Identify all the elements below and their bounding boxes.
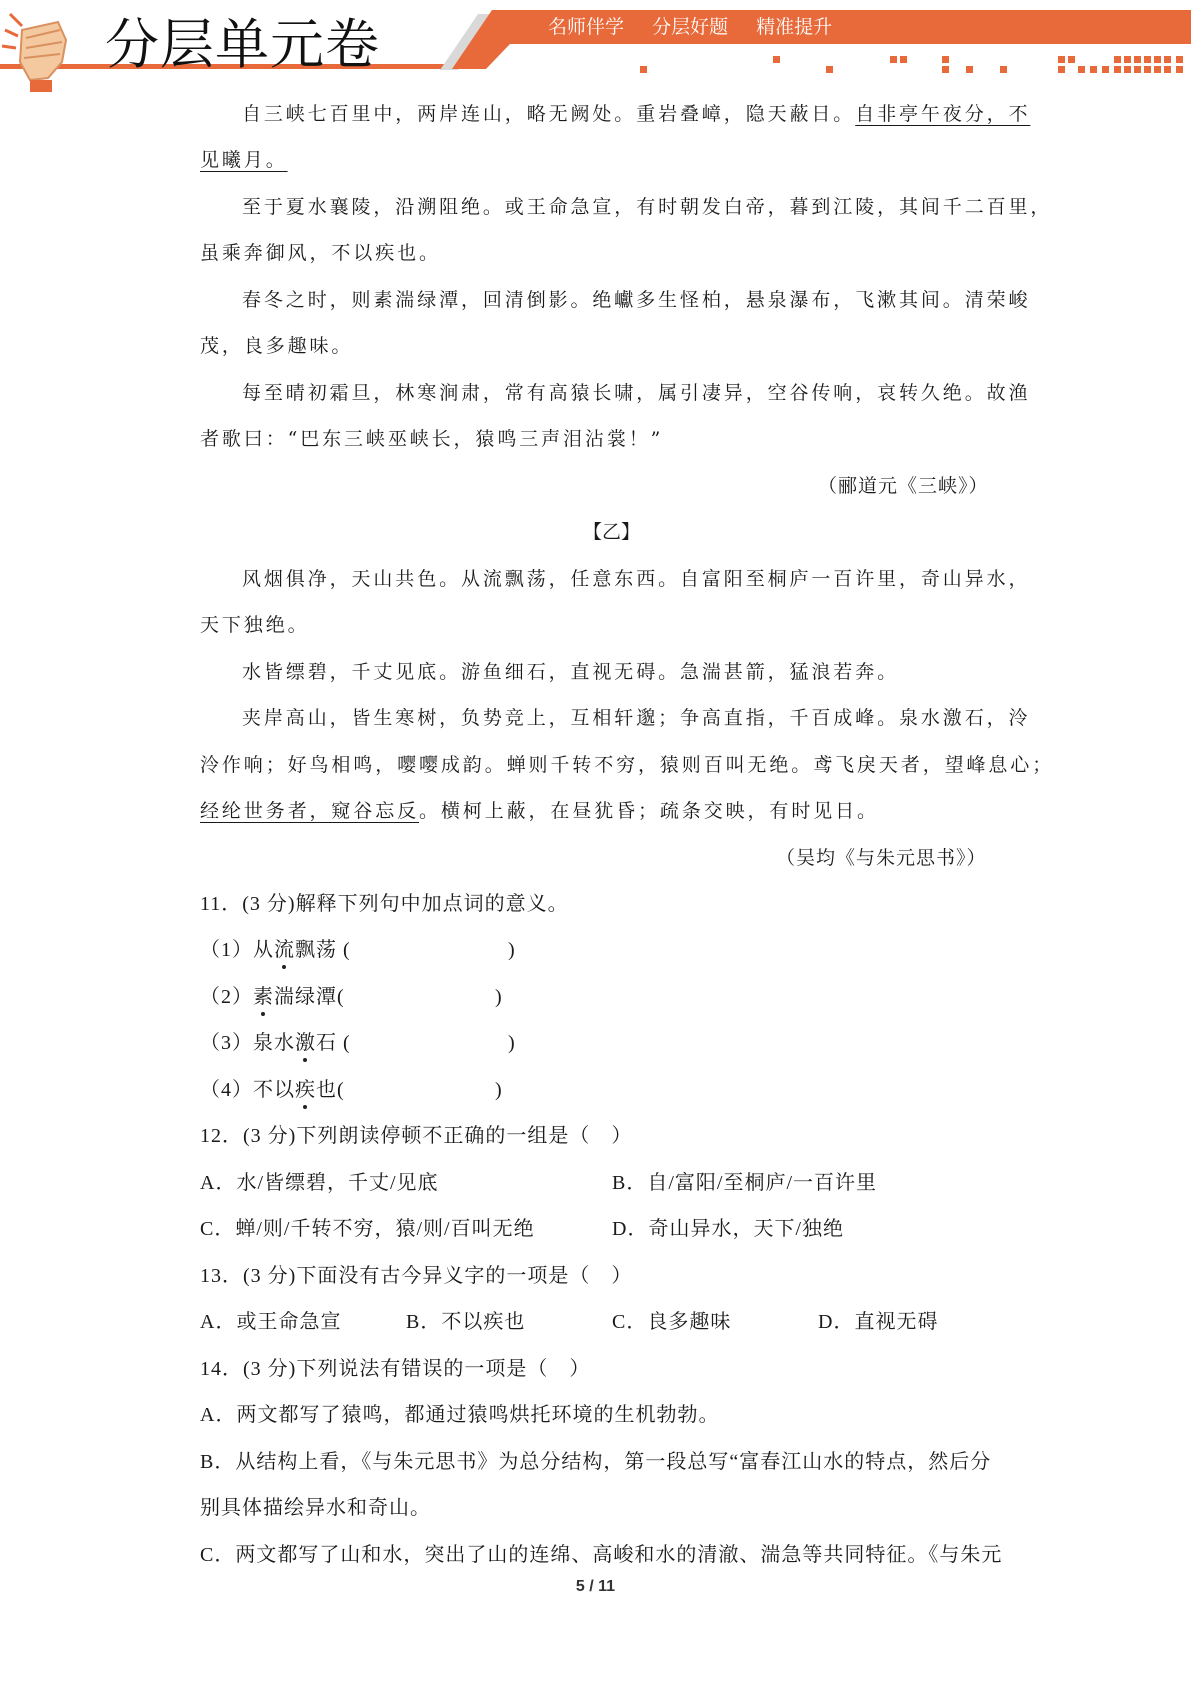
paragraph-line: [200, 148, 288, 172]
text-span: 也: [316, 1079, 337, 1101]
dotted-word: 流: [274, 939, 295, 961]
option-c[interactable]: C．两文都写了山和水，突出了山的连绵、高峻和水的清澈、湍急等共同特征。《与朱元: [200, 1544, 1003, 1566]
page-header: [0, 0, 1191, 92]
paragraph-line: 水皆缥碧，千丈见底。游鱼细石，直视无碍。急湍甚箭，猛浪若奔。: [242, 661, 900, 683]
answer-blank-open[interactable]: (: [337, 1079, 345, 1101]
option-a[interactable]: A．水/皆缥碧，千丈/见底: [200, 1172, 439, 1194]
text-span: 从: [253, 939, 274, 961]
dotted-word: 疾: [295, 1079, 316, 1101]
item-number: （3）: [200, 1032, 253, 1054]
decorative-dots: [0, 0, 1191, 92]
answer-blank-close: ): [495, 986, 503, 1008]
slogan-item: 名师伴学: [548, 16, 625, 38]
paragraph-line: 天下独绝。: [200, 614, 310, 636]
paragraph-line: 夹岸高山，皆生寒树，负势竞上，互相轩邈；争高直指，千百成峰。泉水激石，泠: [242, 707, 1031, 729]
option-a[interactable]: A．两文都写了猿鸣，都通过猿鸣烘托环境的生机勃勃。: [200, 1404, 720, 1426]
option-b[interactable]: B．自/富阳/至桐庐/一百许里: [612, 1172, 878, 1194]
paragraph-line: 风烟俱净，天山共色。从流飘荡，任意东西。自富阳至桐庐一百许里，奇山异水，: [242, 568, 1031, 590]
paragraph-line: 茂，良多趣味。: [200, 335, 354, 357]
option-c[interactable]: C．良多趣味: [612, 1311, 732, 1333]
paragraph-line: 至于夏水襄陵，沿溯阻绝。或王命急宣，有时朝发白帝，暮到江陵，其间千二百里，: [242, 196, 1053, 218]
paragraph-line: 者歌曰：“巴东三峡巫峡长，猿鸣三声泪沾裳！”: [200, 428, 664, 450]
question-11-item: [200, 1031, 337, 1055]
dotted-word: 激: [295, 1032, 316, 1054]
paragraph-line: [200, 799, 879, 823]
item-number: （1）: [200, 939, 253, 961]
header-title: 分层单元卷: [105, 13, 380, 76]
question-11-item: [200, 985, 345, 1009]
text-span: 石: [316, 1032, 337, 1054]
answer-blank-open[interactable]: (: [337, 986, 345, 1008]
option-c[interactable]: C．蝉/则/千转不穷，猿/则/百叫无绝: [200, 1218, 535, 1240]
text-span: 不以: [253, 1079, 295, 1101]
text-span: 自三峡七百里中，两岸连山，略无阙处。重岩叠嶂，隐天蔽日。: [242, 103, 856, 125]
option-d[interactable]: D．直视无碍: [818, 1311, 939, 1333]
paragraph-line: [242, 102, 1030, 126]
page-number: 5 / 11: [575, 1578, 616, 1595]
option-b[interactable]: B．从结构上看，《与朱元思书》为总分结构，第一段总写“富春江山水的特点，然后分: [200, 1451, 992, 1473]
text-span: 泉水: [253, 1032, 295, 1054]
answer-blank-close: ): [508, 939, 516, 961]
answer-blank-open[interactable]: (: [343, 939, 351, 961]
dotted-word: 素: [253, 986, 274, 1008]
paragraph-line: 春冬之时，则素湍绿潭，回清倒影。绝巘多生怪柏，悬泉瀑布，飞漱其间。清荣峻: [242, 289, 1031, 311]
paragraph-line: 泠作响；好鸟相鸣，嘤嘤成韵。蝉则千转不穷，猿则百叫无绝。鸢飞戾天者，望峰息心；: [200, 754, 1055, 776]
question-14-stem: 14．(3 分)下列说法有错误的一项是（ ）: [200, 1358, 591, 1380]
option-b[interactable]: B．不以疾也: [406, 1311, 526, 1333]
item-number: （4）: [200, 1079, 253, 1101]
underlined-text: 经纶世务者，窥谷忘反: [200, 800, 420, 822]
text-span: 湍绿潭: [274, 986, 337, 1008]
source-citation: （吴均《与朱元思书》）: [776, 847, 987, 869]
underlined-text: 见曦月。: [200, 149, 288, 171]
underlined-text: 自非亭午夜分，不: [855, 103, 1031, 125]
option-a[interactable]: A．或王命急宣: [200, 1311, 342, 1333]
answer-blank-close: ): [508, 1032, 516, 1054]
answer-blank-close: ): [495, 1079, 503, 1101]
paragraph-line: 每至晴初霜旦，林寒涧肃，常有高猿长啸，属引凄异，空谷传响，哀转久绝。故渔: [242, 382, 1031, 404]
answer-blank-open[interactable]: (: [343, 1032, 351, 1054]
option-d[interactable]: D．奇山异水，天下/独绝: [612, 1218, 844, 1240]
paragraph-line: 虽乘奔御风，不以疾也。: [200, 242, 441, 264]
slogan-item: 分层好题: [652, 16, 729, 38]
question-12-stem: 12．(3 分)下列朗读停顿不正确的一组是（ ）: [200, 1125, 633, 1147]
text-span: 。横柯上蔽，在昼犹昏；疏条交映，有时见日。: [419, 800, 879, 822]
item-number: （2）: [200, 986, 253, 1008]
section-heading: 【乙】: [583, 521, 641, 543]
option-b-continued: 别具体描绘异水和奇山。: [200, 1497, 431, 1519]
question-11-item: [200, 1078, 345, 1102]
slogan-item: 精准提升: [756, 16, 833, 38]
question-13-stem: 13．(3 分)下面没有古今异义字的一项是（ ）: [200, 1265, 633, 1287]
question-11-item: [200, 938, 337, 962]
text-span: 飘荡: [295, 939, 337, 961]
question-11-stem: 11．(3 分)解释下列句中加点词的意义。: [200, 893, 569, 915]
source-citation: （郦道元《三峡》）: [818, 475, 989, 497]
